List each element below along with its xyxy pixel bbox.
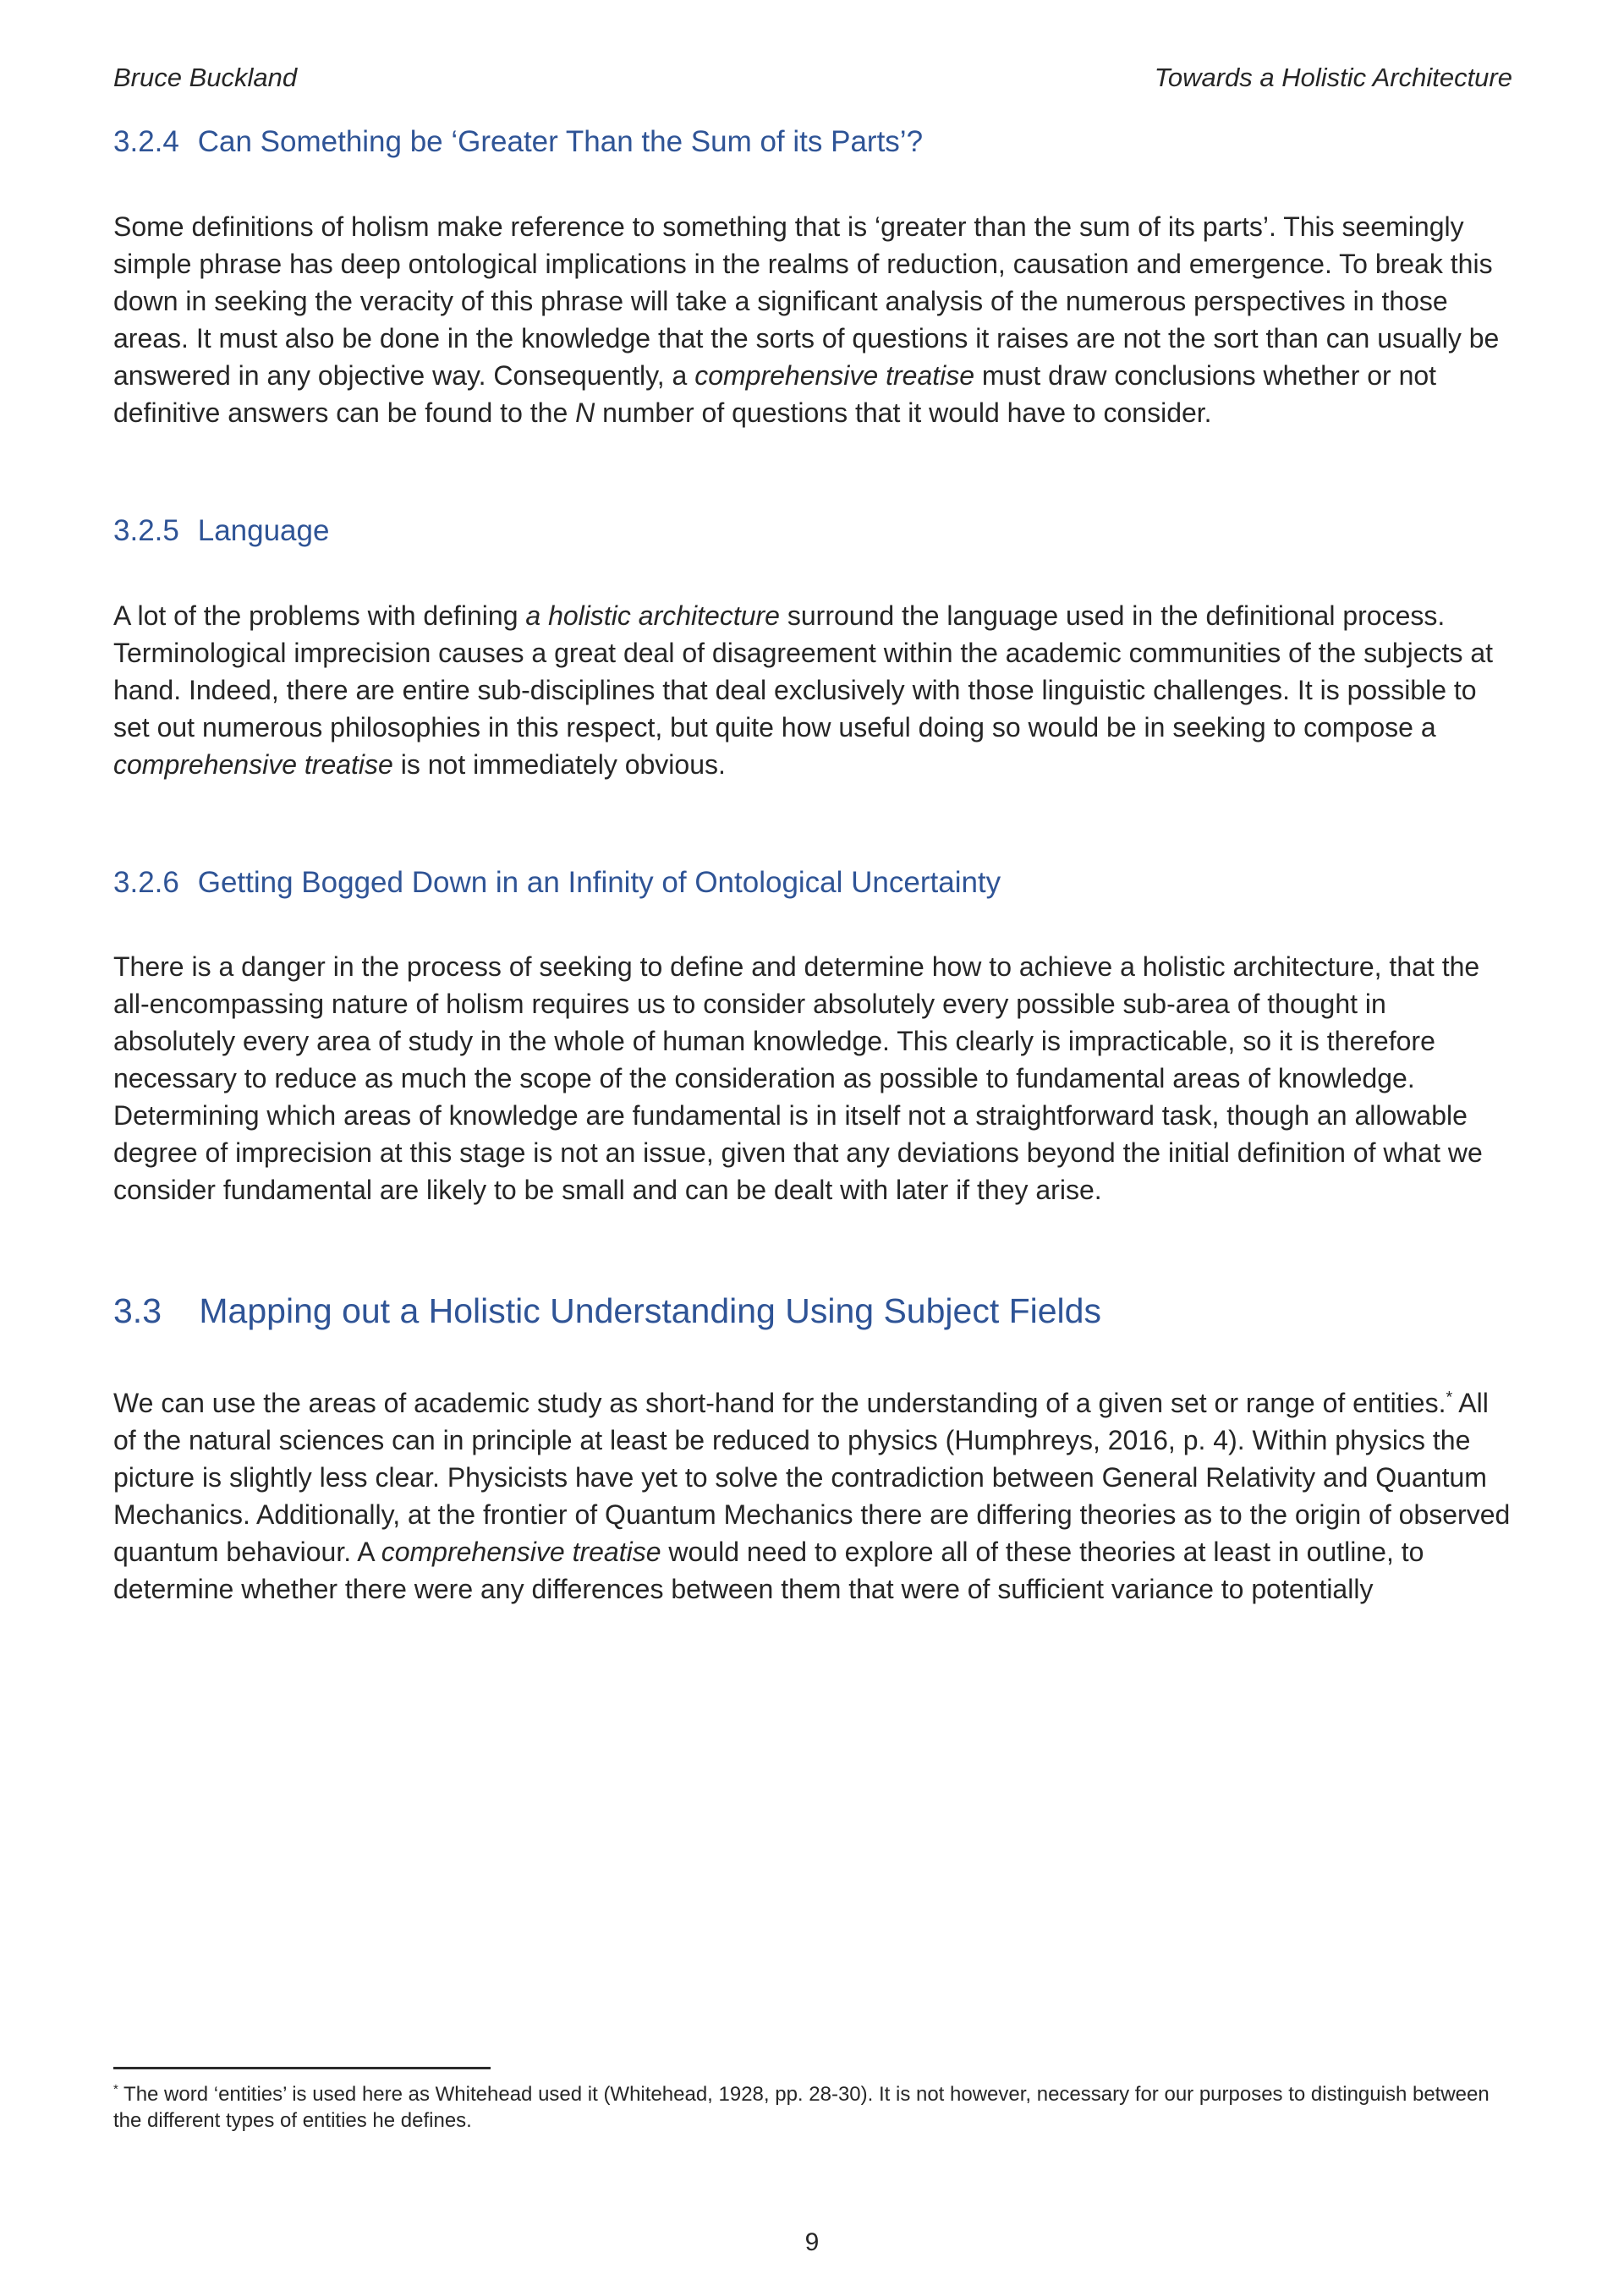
section-3-2-5 — [113, 512, 1512, 783]
section-number: 3.2.6 — [113, 865, 179, 899]
section-heading-3-2-4 — [113, 123, 1512, 161]
section-3-2-4 — [113, 123, 1512, 431]
paragraph: A lot of the problems with defining a holistic architecture surround the language used in the definitional process. Terminological imprecision causes a great deal of disagreement within the academic communities of the subjects at hand. Indeed, there are entire sub-disciplines that deal exclusively with those linguistic challenges. It is possible to set out numerous philosophies in this respect, but quite how useful doing so would be in seeking to compose a comprehensive treatise is not immediately obvious. — [113, 600, 1494, 780]
section-heading-3-3 — [113, 1290, 1512, 1333]
paragraph: We can use the areas of academic study as short-hand for the understanding of a given set or range of entities.* All of the natural sciences can in principle at least be reduced to physics (Humphreys, 2016, p. 4). Within physics the picture is slightly less clear. Physicists have yet to solve the contradiction between General Relativity and Quantum Mechanics. Additionally, at the frontier of Quantum Mechanics there are differing theories as to the origin of observed quantum behaviour. A comprehensive treatise would need to explore all of these theories at least in outline, to determine whether there were any differences between them that were of sufficient variance to potentially — [113, 1387, 1511, 1604]
section-title: Mapping out a Holistic Understanding Using Subject Fields — [199, 1291, 1101, 1331]
section-heading-3-2-5 — [113, 512, 1512, 550]
footnote-text: * The word ‘entities’ is used here as Whitehead used it (Whitehead, 1928, pp. 28-30). It is not however, necessary for our purposes to distinguish between the different types of entities he defines. — [113, 2083, 1490, 2132]
page-header — [113, 61, 1512, 95]
paragraph: There is a danger in the process of seeking to define and determine how to achieve a holistic architecture, that the all-encompassing nature of holism requires us to consider absolutely every possible sub-area of thought in absolutely every area of study in the whole of human knowledge. This clearly is impracticable, so it is therefore necessary to reduce as much the scope of the consideration as possible to fundamental areas of knowledge. Determining which areas of knowledge are fundamental is in itself not a straightforward task, though an allowable degree of imprecision at this stage is not an issue, given that any deviations beyond the initial definition of what we consider fundamental are likely to be small and can be dealt with later if they arise. — [113, 951, 1483, 1206]
section-number: 3.2.5 — [113, 513, 179, 547]
section-heading-3-2-6 — [113, 864, 1512, 901]
section-title: Can Something be ‘Greater Than the Sum of its Parts’? — [197, 125, 924, 158]
section-3-2-6 — [113, 864, 1512, 1209]
section-title: Getting Bogged Down in an Infinity of Ontological Uncertainty — [197, 865, 1001, 899]
section-number: 3.3 — [113, 1291, 162, 1331]
header-document-title: Towards a Holistic Architecture — [1154, 63, 1512, 92]
section-3-3 — [113, 1290, 1512, 1607]
section-title: Language — [197, 513, 330, 547]
section-number: 3.2.4 — [113, 125, 179, 158]
footnote-area — [113, 2067, 1512, 2134]
page-number: 9 — [804, 2228, 820, 2256]
header-author: Bruce Buckland — [113, 63, 298, 92]
paragraph: Some definitions of holism make reference to something that is ‘greater than the sum of its parts’. This seemingly simple phrase has deep ontological implications in the realms of reduction, causation and emergence. To break this down in seeking the veracity of this phrase will take a significant analysis of the numerous perspectives in those areas. It must also be done in the knowledge that the sorts of questions it raises are not the sort than can usually be answered in any objective way. Consequently, a comprehensive treatise must draw conclusions whether or not definitive answers can be found to the N number of questions that it would have to consider. — [113, 211, 1500, 428]
footnote-separator — [113, 2067, 491, 2069]
